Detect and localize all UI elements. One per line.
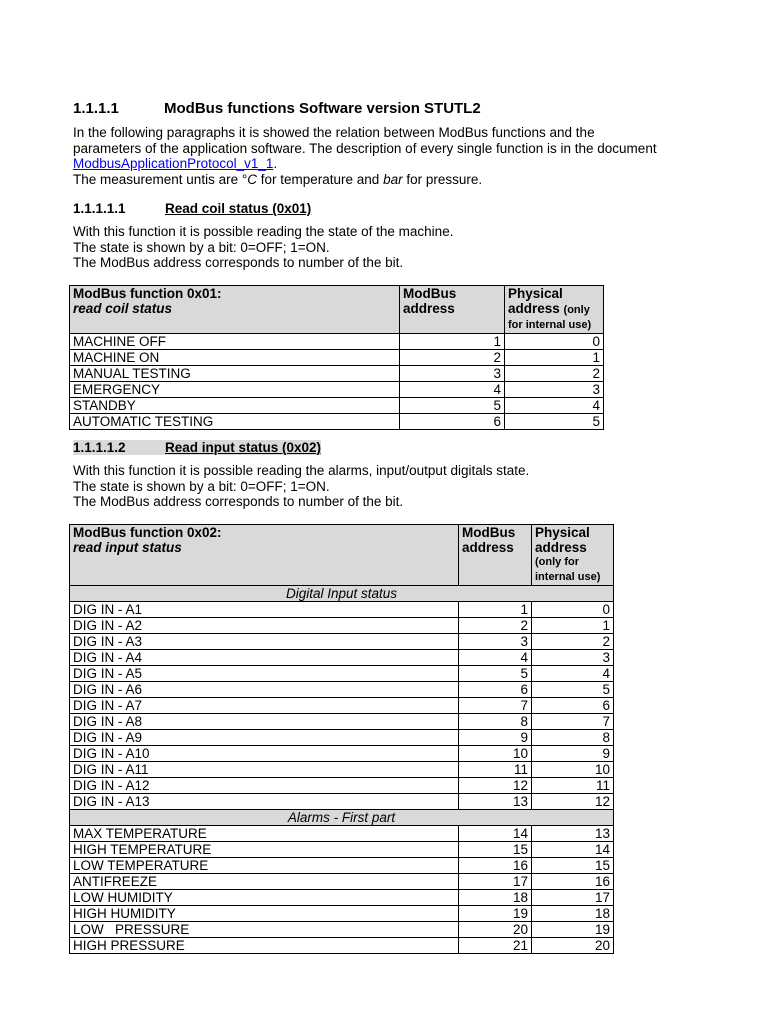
table-row bbox=[70, 682, 614, 698]
physical-address-cell: 0 bbox=[505, 334, 604, 350]
modbus-address-cell: 20 bbox=[459, 922, 532, 938]
row-label-cell: HIGH TEMPERATURE bbox=[70, 842, 459, 858]
physical-address-cell: 14 bbox=[532, 842, 614, 858]
table-row bbox=[70, 350, 604, 366]
row-label-cell: DIG IN - A3 bbox=[70, 634, 459, 650]
table-group-row bbox=[70, 810, 614, 826]
row-label-cell: HIGH HUMIDITY bbox=[70, 906, 459, 922]
intro-line-4b: for temperature and bbox=[256, 171, 384, 187]
table-row bbox=[70, 730, 614, 746]
modbus-address-cell: 9 bbox=[459, 730, 532, 746]
table-row bbox=[70, 826, 614, 842]
intro-line-1: In the following paragraphs it is showed the relation between ModBus functions and the bbox=[73, 125, 595, 140]
table-row bbox=[70, 762, 614, 778]
table-row bbox=[70, 650, 614, 666]
physical-address-cell: 3 bbox=[505, 382, 604, 398]
modbus-address-cell: 2 bbox=[459, 618, 532, 634]
subsection-title: Read coil status (0x01) bbox=[165, 201, 312, 216]
row-label-cell: STANDBY bbox=[70, 398, 400, 414]
modbus-address-header-line1: ModBus bbox=[462, 525, 516, 540]
subsection-number: 1.1.1.1.1 bbox=[73, 201, 126, 216]
physical-address-cell: 2 bbox=[532, 634, 614, 650]
modbus-address-header-line2: address bbox=[462, 540, 514, 555]
physical-address-header-line1: Physical bbox=[535, 525, 590, 540]
physical-address-cell: 5 bbox=[532, 682, 614, 698]
table-row bbox=[70, 666, 614, 682]
modbus-address-cell: 18 bbox=[459, 890, 532, 906]
table-row bbox=[70, 842, 614, 858]
modbus-address-cell: 5 bbox=[400, 398, 505, 414]
modbus-address-cell: 12 bbox=[459, 778, 532, 794]
table-group-row bbox=[70, 586, 614, 602]
physical-address-cell: 17 bbox=[532, 890, 614, 906]
table-row bbox=[70, 938, 614, 954]
table-row bbox=[70, 602, 614, 618]
modbus-address-cell: 3 bbox=[400, 366, 505, 382]
physical-address-cell: 12 bbox=[532, 794, 614, 810]
intro-line-4-end: for pressure. bbox=[402, 171, 483, 187]
physical-address-cell: 20 bbox=[532, 938, 614, 954]
modbus-address-cell: 17 bbox=[459, 874, 532, 890]
modbus-address-cell: 11 bbox=[459, 762, 532, 778]
modbus-address-cell: 8 bbox=[459, 714, 532, 730]
physical-address-cell: 7 bbox=[532, 714, 614, 730]
table-row bbox=[70, 778, 614, 794]
table-row bbox=[70, 858, 614, 874]
intro-unit-bar: bar bbox=[383, 171, 403, 187]
physical-address-cell: 8 bbox=[532, 730, 614, 746]
modbus-address-cell: 16 bbox=[459, 858, 532, 874]
table-row bbox=[70, 794, 614, 810]
physical-address-cell: 1 bbox=[505, 350, 604, 366]
modbus-address-cell: 1 bbox=[400, 334, 505, 350]
physical-address-cell: 16 bbox=[532, 874, 614, 890]
physical-address-header-note2: internal use) bbox=[535, 571, 601, 583]
row-label-cell: DIG IN - A2 bbox=[70, 618, 459, 634]
physical-address-cell: 6 bbox=[532, 698, 614, 714]
physical-address-cell: 9 bbox=[532, 746, 614, 762]
row-label-cell: LOW TEMPERATURE bbox=[70, 858, 459, 874]
row-label-cell: DIG IN - A9 bbox=[70, 730, 459, 746]
function-header-title: ModBus function 0x01: bbox=[73, 286, 222, 301]
row-label-cell: DIG IN - A4 bbox=[70, 650, 459, 666]
modbus-address-cell: 4 bbox=[459, 650, 532, 666]
modbus-address-cell: 19 bbox=[459, 906, 532, 922]
subsection-heading-read-coil bbox=[73, 201, 311, 216]
function-header-cell bbox=[70, 286, 400, 334]
read-coil-description bbox=[73, 224, 453, 271]
section-heading bbox=[73, 100, 481, 117]
physical-address-cell: 0 bbox=[532, 602, 614, 618]
physical-address-header bbox=[505, 286, 604, 334]
row-label-cell: DIG IN - A11 bbox=[70, 762, 459, 778]
intro-link-period: . bbox=[273, 156, 278, 171]
physical-address-header-note2: for internal use) bbox=[508, 319, 592, 331]
digital-input-status-group: Digital Input status bbox=[70, 586, 614, 602]
physical-address-cell: 10 bbox=[532, 762, 614, 778]
intro-line-2: parameters of the application software. The description of every single function is in the document bbox=[73, 140, 657, 156]
physical-address-cell: 1 bbox=[532, 618, 614, 634]
physical-address-cell: 15 bbox=[532, 858, 614, 874]
physical-address-cell: 2 bbox=[505, 366, 604, 382]
table-row bbox=[70, 874, 614, 890]
modbus-address-cell: 13 bbox=[459, 794, 532, 810]
modbus-address-cell: 10 bbox=[459, 746, 532, 762]
read-coil-line-3: The ModBus address corresponds to number of the bit. bbox=[73, 255, 404, 270]
function-header-subtitle: read coil status bbox=[73, 301, 173, 316]
table-header-row bbox=[70, 286, 604, 334]
physical-address-header bbox=[532, 525, 614, 586]
row-label-cell: DIG IN - A6 bbox=[70, 682, 459, 698]
modbus-address-cell: 1 bbox=[459, 602, 532, 618]
row-label-cell: DIG IN - A12 bbox=[70, 778, 459, 794]
row-label-cell: HIGH PRESSURE bbox=[70, 938, 459, 954]
modbus-address-cell: 15 bbox=[459, 842, 532, 858]
row-label-cell: MANUAL TESTING bbox=[70, 366, 400, 382]
read-input-line-2: The state is shown by a bit: 0=OFF; 1=ON. bbox=[73, 478, 330, 494]
alarms-first-part-group: Alarms - First part bbox=[70, 810, 614, 826]
modbus-address-header-line1: ModBus bbox=[403, 286, 457, 301]
row-label-cell: DIG IN - A10 bbox=[70, 746, 459, 762]
read-input-table bbox=[69, 524, 614, 954]
read-input-line-3: The ModBus address corresponds to number of the bit. bbox=[73, 494, 404, 509]
modbus-protocol-link[interactable]: ModbusApplicationProtocol_v1_1 bbox=[73, 156, 274, 171]
table-row bbox=[70, 398, 604, 414]
modbus-address-header-line2: address bbox=[403, 301, 455, 316]
read-coil-line-2: The state is shown by a bit: 0=OFF; 1=ON. bbox=[73, 239, 330, 255]
table-row bbox=[70, 890, 614, 906]
table-row bbox=[70, 618, 614, 634]
section-heading-number: 1.1.1.1 bbox=[73, 100, 119, 117]
subsection-heading-read-input bbox=[73, 440, 321, 455]
modbus-address-cell: 3 bbox=[459, 634, 532, 650]
row-label-cell: LOW HUMIDITY bbox=[70, 890, 459, 906]
row-label-cell: MACHINE ON bbox=[70, 350, 400, 366]
modbus-address-cell: 2 bbox=[400, 350, 505, 366]
intro-line-4a: The measurement untis are ° bbox=[73, 171, 248, 187]
physical-address-cell: 13 bbox=[532, 826, 614, 842]
modbus-address-cell: 7 bbox=[459, 698, 532, 714]
row-label-cell: DIG IN - A8 bbox=[70, 714, 459, 730]
table-row bbox=[70, 746, 614, 762]
function-header-title: ModBus function 0x02: bbox=[73, 525, 222, 540]
modbus-address-cell: 6 bbox=[459, 682, 532, 698]
row-label-cell: EMERGENCY bbox=[70, 382, 400, 398]
row-label-cell: ANTIFREEZE bbox=[70, 874, 459, 890]
modbus-address-header bbox=[459, 525, 532, 586]
physical-address-cell: 4 bbox=[532, 666, 614, 682]
physical-address-cell: 3 bbox=[532, 650, 614, 666]
function-header-subtitle: read input status bbox=[73, 540, 182, 555]
modbus-address-cell: 6 bbox=[400, 414, 505, 430]
intro-paragraph bbox=[73, 125, 657, 187]
physical-address-header-note1: (only bbox=[563, 304, 590, 316]
modbus-address-cell: 21 bbox=[459, 938, 532, 954]
row-label-cell: LOW PRESSURE bbox=[70, 922, 459, 938]
physical-address-header-note1: (only for bbox=[535, 556, 579, 568]
intro-unit-celsius: C bbox=[247, 171, 257, 187]
function-header-cell bbox=[70, 525, 459, 586]
table-header-row bbox=[70, 525, 614, 586]
physical-address-cell: 4 bbox=[505, 398, 604, 414]
modbus-address-cell: 4 bbox=[400, 382, 505, 398]
row-label-cell: DIG IN - A1 bbox=[70, 602, 459, 618]
row-label-cell: DIG IN - A13 bbox=[70, 794, 459, 810]
intro-line-4 bbox=[73, 172, 657, 188]
physical-address-cell: 19 bbox=[532, 922, 614, 938]
table-row bbox=[70, 698, 614, 714]
table-row bbox=[70, 922, 614, 938]
physical-address-header-line2: address bbox=[508, 301, 560, 316]
section-heading-title: ModBus functions Software version STUTL2 bbox=[164, 100, 481, 117]
table-row bbox=[70, 334, 604, 350]
subsection-number: 1.1.1.1.2 bbox=[73, 440, 165, 455]
table-row bbox=[70, 634, 614, 650]
row-label-cell: AUTOMATIC TESTING bbox=[70, 414, 400, 430]
read-coil-line-1: With this function it is possible reading the state of the machine. bbox=[73, 224, 454, 239]
row-label-cell: DIG IN - A7 bbox=[70, 698, 459, 714]
modbus-address-cell: 14 bbox=[459, 826, 532, 842]
modbus-address-header bbox=[400, 286, 505, 334]
read-coil-table bbox=[69, 285, 604, 430]
row-label-cell: MACHINE OFF bbox=[70, 334, 400, 350]
physical-address-cell: 18 bbox=[532, 906, 614, 922]
intro-line-3 bbox=[73, 156, 657, 172]
table-row bbox=[70, 382, 604, 398]
physical-address-cell: 11 bbox=[532, 778, 614, 794]
modbus-address-cell: 5 bbox=[459, 666, 532, 682]
row-label-cell: DIG IN - A5 bbox=[70, 666, 459, 682]
physical-address-cell: 5 bbox=[505, 414, 604, 430]
read-input-line-1: With this function it is possible reading the alarms, input/output digitals state. bbox=[73, 463, 530, 478]
table-row bbox=[70, 906, 614, 922]
table-row bbox=[70, 366, 604, 382]
read-input-description bbox=[73, 463, 529, 510]
row-label-cell: MAX TEMPERATURE bbox=[70, 826, 459, 842]
physical-address-header-line1: Physical bbox=[508, 286, 563, 301]
table-row bbox=[70, 714, 614, 730]
physical-address-header-line2: address bbox=[535, 540, 587, 555]
table-row bbox=[70, 414, 604, 430]
subsection-title: Read input status (0x02) bbox=[165, 440, 322, 455]
